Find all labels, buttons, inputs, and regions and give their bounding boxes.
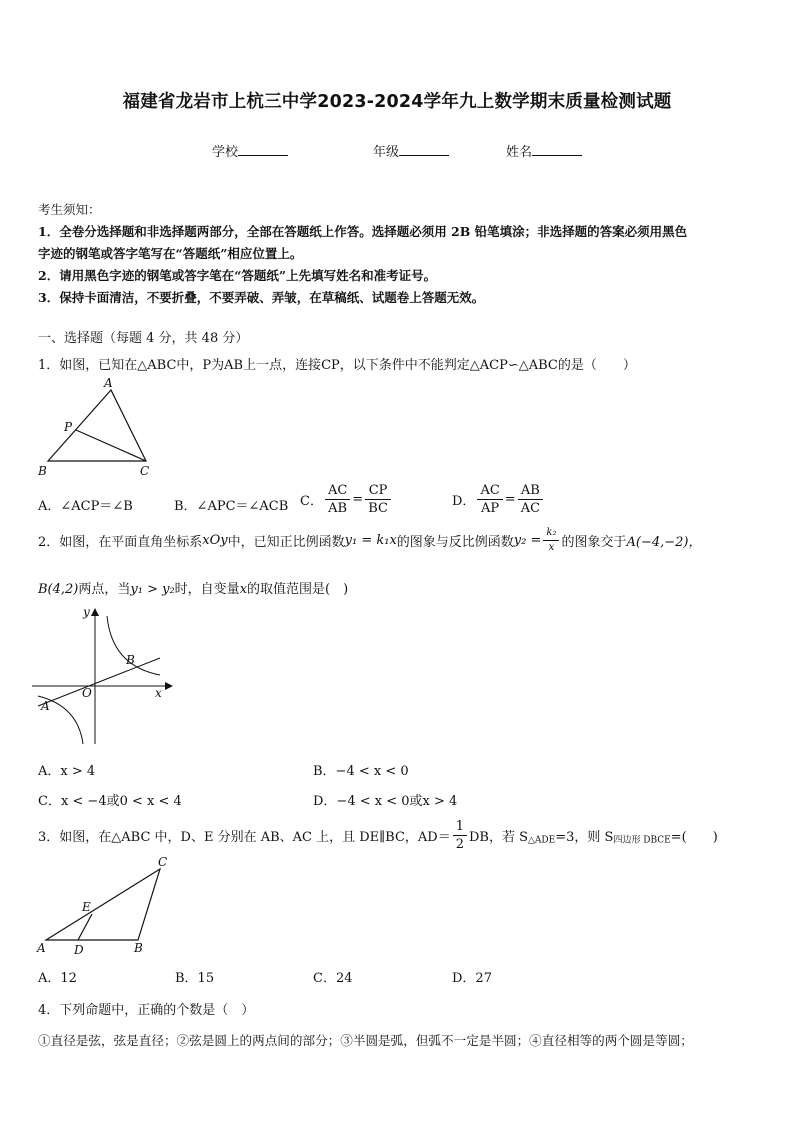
q1-label-C: C — [140, 464, 150, 478]
q4-statements: ①直径是弦，弦是直径；②弦是圆上的两点间的部分；③半圆是弧，但弧不一定是半圆；④直径相等的两个圆是等圆； — [38, 1033, 693, 1048]
q3-option-b[interactable]: B．15 — [175, 971, 215, 986]
q3-option-a[interactable]: A．12 — [38, 971, 77, 986]
q3-label-B: B — [134, 941, 143, 955]
q2-label-y: y — [83, 605, 90, 619]
q2-label-O: O — [82, 686, 92, 700]
q3-stem-c: =3，则 S — [555, 830, 614, 845]
q3-stem — [38, 820, 718, 851]
q3-frac-num: 1 — [453, 820, 467, 836]
exam-title: 福建省龙岩市上杭三中学2023-2024学年九上数学期末质量检测试题 — [122, 92, 672, 112]
q3-stem-b: DB，若 S — [469, 830, 529, 845]
q3-label-A: A — [37, 941, 46, 955]
q2-stem-b: 中，已知正比例函数 — [227, 535, 345, 550]
q1c-den1: AB — [328, 501, 348, 516]
notice-block — [38, 199, 687, 309]
q2-frac-den: x — [548, 542, 555, 553]
q2-label-B: B — [126, 653, 135, 667]
q1-option-c-label: C． — [300, 494, 323, 509]
grade-label: 年级 — [373, 145, 400, 160]
q3-label-E: E — [82, 900, 91, 914]
q2-point-b: B(4,2) — [38, 582, 79, 597]
q1-figure — [30, 375, 160, 480]
q2-xoy: xOy — [202, 533, 228, 548]
q1-option-b[interactable]: B．∠APC＝∠ACB — [174, 499, 289, 514]
q1-label-B: B — [38, 464, 47, 478]
q1d-num1: AC — [477, 484, 502, 500]
q3-stem-a: 3．如图，在△ABC 中，D、E 分别在 AB、AC 上，且 DE∥BC，AD＝ — [38, 830, 451, 845]
q3-figure — [30, 853, 180, 958]
q4-stem: 4．下列命题中，正确的个数是（ ） — [38, 1003, 255, 1018]
q3-frac-den: 2 — [455, 837, 464, 852]
notice-item-2: 2．请用黑色字迹的钢笔或答字笔在“答题纸”上先填写姓名和准考证号。 — [38, 268, 437, 283]
q1c-num1: AC — [325, 484, 350, 500]
q2-stem-line1 — [38, 528, 701, 553]
q2-y1: y₁ = k₁x — [344, 533, 397, 548]
q3-sub-dbce: 四边形 DBCE — [613, 835, 671, 846]
q2-stem-a: 2．如图，在平面直角坐标系 — [38, 535, 203, 550]
q1-option-c[interactable] — [300, 484, 393, 515]
q1-option-d-label: D． — [452, 494, 476, 509]
q2-option-c[interactable]: C．x < −4或0 < x < 4 — [38, 794, 182, 809]
q2-frac-num: k₂ — [543, 528, 559, 541]
school-label: 学校 — [212, 145, 239, 160]
notice-item-1-cont: 字迹的钢笔或答字笔写在“答题纸”相应位置上。 — [38, 246, 303, 261]
q1d-eq: = — [504, 492, 516, 507]
q2-stem-d: 的图象交于 — [561, 535, 627, 550]
q1-option-a[interactable]: A．∠ACP＝∠B — [38, 499, 133, 514]
q1-stem: 1．如图，已知在△ABC中，P为AB上一点，连接CP，以下条件中不能判定△ACP∽△ABC的是（ ） — [38, 358, 636, 373]
name-label: 姓名 — [506, 145, 533, 160]
q1-label-P: P — [64, 420, 73, 434]
q1-label-A: A — [104, 376, 113, 390]
q3-sub-ade: △ADE — [528, 835, 556, 846]
q2-option-b[interactable]: B．−4 < x < 0 — [313, 764, 409, 779]
q2-line2-c: 时，自变量 — [174, 582, 240, 597]
q2-condition: y₁ > y₂ — [130, 582, 175, 597]
q2-y2: y₂ = — [513, 533, 542, 548]
q3-label-C: C — [158, 855, 168, 869]
name-blank — [532, 143, 582, 156]
q1c-eq: = — [352, 492, 364, 507]
notice-item-3: 3．保持卡面清洁，不要折叠，不要弄破、弄皱，在草稿纸、试题卷上答题无效。 — [38, 290, 485, 305]
q3-label-D: D — [74, 943, 84, 957]
q2-xvar: x — [239, 582, 248, 597]
q3-option-d[interactable]: D．27 — [452, 971, 492, 986]
grade-field — [373, 141, 449, 160]
q1c-den2: BC — [368, 501, 388, 516]
q2-label-x: x — [155, 686, 162, 700]
section-heading: 一、选择题（每题 4 分，共 48 分） — [38, 331, 249, 346]
name-field — [506, 141, 582, 160]
q1c-num2: CP — [365, 484, 391, 500]
q2-line2-d: 的取值范围是( ) — [247, 582, 349, 597]
q2-line2-b: 两点，当 — [78, 582, 131, 597]
q3-option-c[interactable]: C．24 — [313, 971, 353, 986]
q2-label-A: A — [41, 699, 50, 713]
q1-option-d[interactable] — [452, 484, 545, 515]
q2-option-a[interactable]: A．x > 4 — [38, 764, 96, 779]
q1d-den1: AP — [481, 501, 500, 516]
q2-option-d[interactable]: D．−4 < x < 0或x > 4 — [313, 794, 458, 809]
school-blank — [238, 143, 288, 156]
notice-heading: 考生须知： — [38, 202, 101, 217]
q1d-den2: AC — [520, 501, 541, 516]
notice-item-1: 1．全卷分选择题和非选择题两部分，全部在答题纸上作答。选择题必须用 2B 铅笔填涂；非选择题的答案必须用黑色 — [38, 224, 688, 239]
q1d-num2: AB — [518, 484, 543, 500]
q2-point-a: A(−4,−2)， — [626, 535, 702, 550]
grade-blank — [399, 143, 449, 156]
q2-stem-c: 的图象与反比例函数 — [396, 535, 514, 550]
q3-stem-d: =( ) — [670, 830, 718, 845]
school-field — [212, 141, 288, 160]
q2-figure — [30, 602, 175, 747]
q2-stem-line2 — [38, 578, 348, 597]
